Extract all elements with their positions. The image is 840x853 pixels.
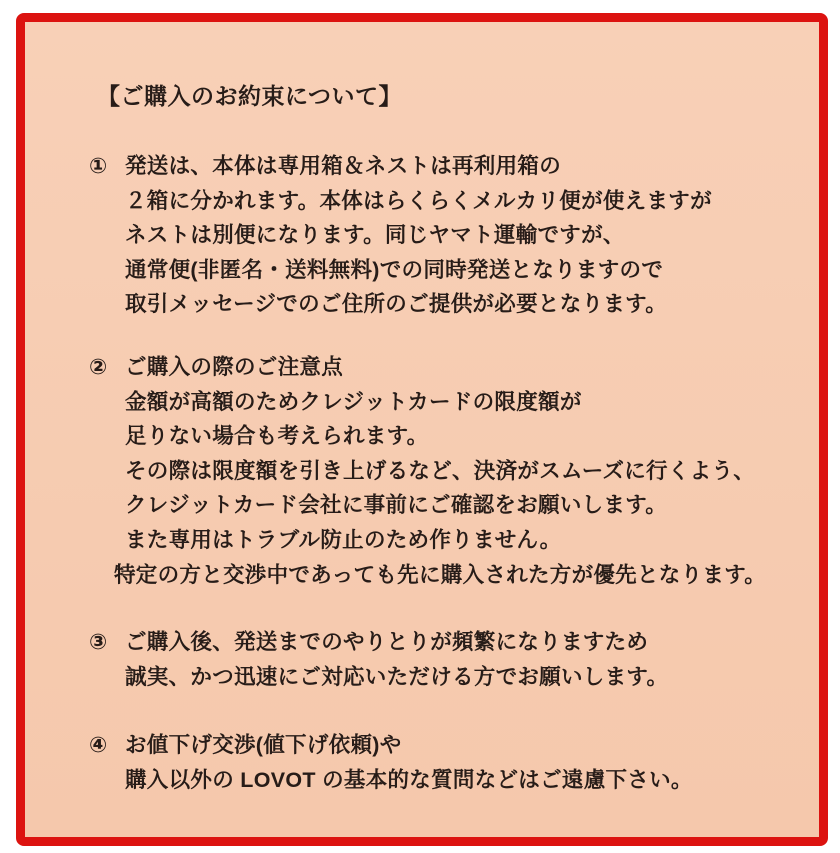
notice-item-payment	[89, 350, 797, 592]
text-line: 特定の方と交渉中であっても先に購入された方が優先となります。	[114, 562, 767, 587]
item-text-3	[125, 625, 668, 694]
item-number-3: ③	[89, 630, 108, 655]
red-frame	[16, 13, 828, 846]
text-line: また専用はトラブル防止のため作りません。	[125, 527, 562, 552]
text-line: 通常便(非匿名・送料無料)での同時発送となりますので	[125, 257, 664, 282]
notice-item-communication	[89, 625, 797, 694]
notice-item-no-discount	[89, 728, 797, 797]
text-line: ご購入の際のご注意点	[125, 354, 344, 379]
text-line: 誠実、かつ迅速にご対応いただける方でお願いします。	[125, 664, 669, 689]
text-line: 発送は、本体は専用箱＆ネストは再利用箱の	[125, 154, 562, 178]
item-text-4	[125, 728, 693, 797]
text-line: ２箱に分かれます。本体はらくらくメルカリ便が使えますが	[125, 188, 712, 213]
text-line: 足りない場合も考えられます。	[125, 424, 429, 449]
notice-content	[25, 22, 819, 798]
item-text-1	[125, 149, 712, 322]
text-line: 金額が高額のためクレジットカードの限度額が	[125, 389, 582, 414]
text-line: 購入以外の LOVOT の基本的な質問などはご遠慮下さい。	[125, 767, 693, 792]
item-number-2: ②	[89, 354, 108, 379]
notice-title: 【ご購入のお約束について】	[97, 83, 403, 109]
text-line: その際は限度額を引き上げるなど、決済がスムーズに行くよう、	[125, 458, 756, 483]
item-text-2	[114, 350, 767, 592]
text-line: ご購入後、発送までのやりとりが頻繁になりますため	[125, 630, 649, 655]
text-line: 取引メッセージでのご住所のご提供が必要となります。	[125, 292, 667, 317]
text-line: お値下げ交渉(値下げ依頼)や	[125, 733, 402, 758]
text-line: ネストは別便になります。同じヤマト運輸ですが、	[125, 223, 625, 248]
notice-item-shipping	[89, 149, 797, 322]
item-number-1: ①	[89, 154, 108, 178]
text-line: クレジットカード会社に事前にご確認をお願いします。	[125, 493, 668, 518]
item-number-4: ④	[89, 733, 108, 758]
